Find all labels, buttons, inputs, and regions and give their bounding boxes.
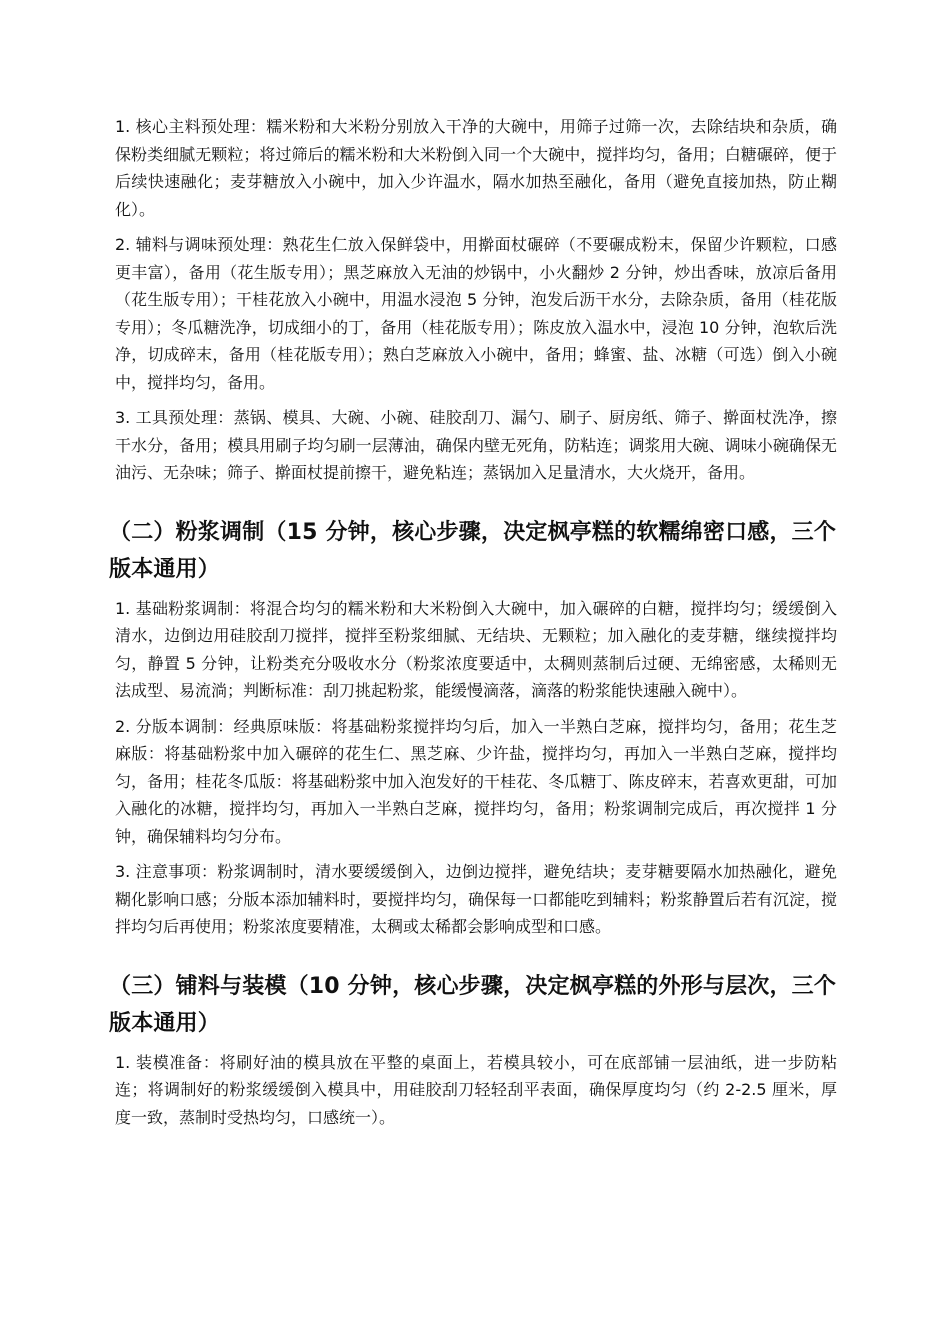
paragraph-mold-prep: 1. 装模准备：将刷好油的模具放在平整的桌面上，若模具较小，可在底部铺一层油纸，进一步防粘连；将调制好的粉浆缓缓倒入模具中，用硅胶刮刀轻轻刮平表面，确保厚度均匀（约 2-2.5 厘米，厚度一致，蒸制时受热均匀，口感统一）。 [115, 1052, 837, 1127]
paragraph-base-batter: 1. 基础粉浆调制：将混合均匀的糯米粉和大米粉倒入大碗中，加入碾碎的白糖，搅拌均匀；缓缓倒入清水，边倒边用硅胶刮刀搅拌，搅拌至粉浆细腻、无结块、无颗粒；加入融化的麦芽糖，继续搅拌均匀，静置 5 分钟，让粉类充分吸收水分（粉浆浓度要适中，太稠则蒸制后过硬、无绵密感，太稀则无法成型、易流淌；判断标准：刮刀挑起粉浆，能缓慢滴落，滴落的粉浆能快速融入碗中）。 [115, 598, 837, 700]
document-page [109, 113, 837, 1139]
section-heading-batter: （二）粉浆调制（15 分钟，核心步骤，决定枫亭糕的软糯绵密口感，三个版本通用） [109, 519, 837, 582]
paragraph-seasoning-prep: 2. 辅料与调味预处理：熟花生仁放入保鲜袋中，用擀面杖碾碎（不要碾成粉末，保留少许颗粒，口感更丰富），备用（花生版专用）；黑芝麻放入无油的炒锅中，小火翻炒 2 分钟，炒出香味，放凉后备用（花生版专用）；干桂花放入小碗中，用温水浸泡 5 分钟，泡发后沥干水分，去除杂质，备用（桂花版专用）；冬瓜糖洗净，切成细小的丁，备用（桂花版专用）；陈皮放入温水中，浸泡 10 分钟，泡软后洗净，切成碎末，备用（桂花版专用）；熟白芝麻放入小碗中，备用；蜂蜜、盐、冰糖（可选）倒入小碗中，搅拌均匀，备用。 [115, 235, 837, 392]
section-heading-molding: （三）铺料与装模（10 分钟，核心步骤，决定枫亭糕的外形与层次，三个版本通用） [109, 973, 837, 1036]
paragraph-batter-notes: 3. 注意事项：粉浆调制时，清水要缓缓倒入，边倒边搅拌，避免结块；麦芽糖要隔水加热融化，避免糊化影响口感；分版本添加辅料时，要搅拌均匀，确保每一口都能吃到辅料；粉浆静置后若有沉淀，搅拌均匀后再使用；粉浆浓度要精准，太稠或太稀都会影响成型和口感。 [115, 862, 837, 936]
paragraph-version-batter: 2. 分版本调制：经典原味版：将基础粉浆搅拌均匀后，加入一半熟白芝麻，搅拌均匀，备用；花生芝麻版：将基础粉浆中加入碾碎的花生仁、黑芝麻、少许盐，搅拌均匀，再加入一半熟白芝麻，搅拌均匀，备用；桂花冬瓜版：将基础粉浆中加入泡发好的干桂花、冬瓜糖丁、陈皮碎末，若喜欢更甜，可加入融化的冰糖，搅拌均匀，再加入一半熟白芝麻，搅拌均匀，备用；粉浆调制完成后，再次搅拌 1 分钟，确保辅料均匀分布。 [115, 716, 837, 846]
paragraph-core-ingredient-prep: 1. 核心主料预处理：糯米粉和大米粉分别放入干净的大碗中，用筛子过筛一次，去除结块和杂质，确保粉类细腻无颗粒；将过筛后的糯米粉和大米粉倒入同一个大碗中，搅拌均匀，备用；白糖碾碎，便于后续快速融化；麦芽糖放入小碗中，加入少许温水，隔水加热至融化，备用（避免直接加热，防止糊化）。 [115, 117, 837, 219]
paragraph-tool-prep: 3. 工具预处理：蒸锅、模具、大碗、小碗、硅胶刮刀、漏勺、刷子、厨房纸、筛子、擀面杖洗净，擦干水分，备用；模具用刷子均匀刷一层薄油，确保内壁无死角，防粘连；调浆用大碗、调味小碗确保无油污、无杂味；筛子、擀面杖提前擦干，避免粘连；蒸锅加入足量清水，大火烧开，备用。 [115, 408, 837, 482]
